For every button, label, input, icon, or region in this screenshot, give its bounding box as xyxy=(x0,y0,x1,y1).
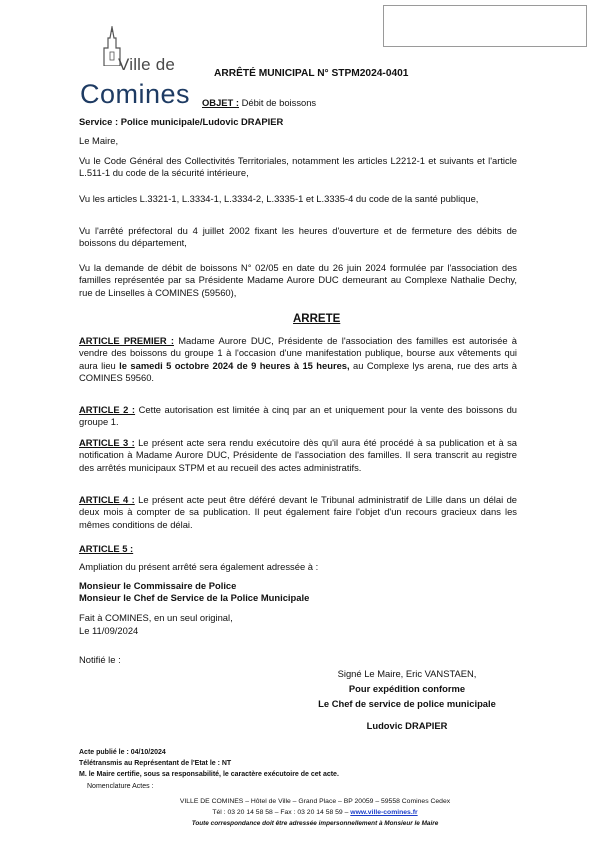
signature-name: Ludovic DRAPIER xyxy=(366,720,448,731)
article-1-date: le samedi 5 octobre 2024 de 9 heures à 15 heures, xyxy=(119,359,350,371)
date-line: Le 11/09/2024 xyxy=(79,625,139,636)
le-maire: Le Maire, xyxy=(79,135,119,146)
footer-address: VILLE DE COMINES – Hôtel de Ville – Grand Place – BP 20059 – 59558 Comines Cedex xyxy=(179,798,451,805)
article-5-label: ARTICLE 5 : xyxy=(79,543,134,554)
footer-tel: Tél : 03 20 14 58 58 – Fax : 03 20 14 58 59 – xyxy=(212,809,349,816)
objet-line xyxy=(202,97,316,108)
article-1-location: au Complexe lys arena, rue des arts à COMINES 59560. xyxy=(79,359,518,384)
vu-paragraph: Vu la demande de débit de boissons N° 02/05 en date du 26 juin 2024 formulée par l'association des familles représentée par sa Présidente Madame Aurore DUC demeurant au Complexe Nathalie Dechy, rue de Linselles à COMINES (59560), xyxy=(79,262,517,298)
article-3-text: Le présent acte sera rendu exécutoire dès qu'il aura été procédé à sa publication et à sa notification à Madame Aurore DUC, Présidente de l'association des familles. Il sera transcrit au registre des arrêtés municipaux STPM et au recueil des actes administratifs. xyxy=(79,437,518,473)
article-4-label: ARTICLE 4 : xyxy=(79,494,135,505)
objet-text: Débit de boissons xyxy=(241,97,317,108)
article-3-label: ARTICLE 3 : xyxy=(79,437,135,448)
article-4 xyxy=(79,494,517,531)
footer-certifie: M. le Maire certifie, sous sa responsabilité, le caractère exécutoire de cet acte. xyxy=(79,771,339,778)
footer-contact xyxy=(100,808,530,819)
signature-line: Pour expédition conforme xyxy=(348,683,466,694)
article-4-text: Le présent acte peut être déféré devant le Tribunal administratif de Lille dans un délai de deux mois à compter de sa publication. Il peut également faire l'objet d'un recours gracieux dans les mêmes conditions de délai. xyxy=(79,494,518,530)
article-1 xyxy=(79,335,517,385)
vu-paragraph: Vu le Code Général des Collectivités Territoriales, notamment les articles L2212-1 et suivants et l'article L.511-1 du code de la sécurité intérieure, xyxy=(79,155,517,179)
article-2 xyxy=(79,404,517,429)
article-1-label: ARTICLE PREMIER : xyxy=(79,335,174,346)
objet-label: OBJET : xyxy=(202,97,239,108)
decree-title: ARRÊTÉ MUNICIPAL N° STPM2024-0401 xyxy=(214,68,409,79)
logo-ville-text: Ville de xyxy=(118,55,176,74)
vu-paragraph: Vu les articles L.3321-1, L.3334-1, L.3334-2, L.3335-1 et L.3335-4 du code de la santé publique, xyxy=(79,193,479,204)
recipient: Monsieur le Chef de Service de la Police Municipale xyxy=(79,592,310,603)
footer-teletransmis: Télétransmis au Représentant de l'Etat le : NT xyxy=(79,760,232,767)
footer-nomenclature: Nomenclature Actes : xyxy=(87,783,154,790)
article-1-text: Madame Aurore DUC, Présidente de l'association des familles est autorisée à vendre des boissons du groupe 1 à l'occasion d'une manifestation publique, bourse aux vêtements qui aura lieu xyxy=(79,335,517,371)
recipient: Monsieur le Commissaire de Police xyxy=(79,580,237,591)
city-logo xyxy=(82,26,194,112)
article-2-text: Cette autorisation est limitée à cinq par an et uniquement pour la vente des boissons du groupe 1. xyxy=(79,404,517,428)
footer-note: Toute correspondance doit être adressée impersonnellement à Monsieur le Maire xyxy=(191,820,439,827)
logo-comines-text: Comines xyxy=(80,79,191,109)
signature-line: Le Chef de service de police municipale xyxy=(318,698,496,709)
reception-stamp-box xyxy=(383,5,587,47)
notifie-line: Notifié le : xyxy=(79,654,121,665)
article-3 xyxy=(79,437,517,474)
arrete-heading: ARRETE xyxy=(293,313,341,325)
article-5-text: Ampliation du présent arrêté sera également adressée à : xyxy=(79,561,319,572)
website-link[interactable]: www.ville-comines.fr xyxy=(350,809,418,816)
fait-line: Fait à COMINES, en un seul original, xyxy=(79,612,233,623)
vu-paragraph: Vu l'arrêté préfectoral du 4 juillet 2002 fixant les heures d'ouverture et de fermeture des débits de boissons du département, xyxy=(79,225,517,249)
footer-publie: Acte publié le : 04/10/2024 xyxy=(79,749,166,756)
signature-line: Signé Le Maire, Eric VANSTAEN, xyxy=(337,668,477,679)
service-line: Service : Police municipale/Ludovic DRAPIER xyxy=(79,116,284,127)
article-5-label-line xyxy=(79,543,517,555)
article-2-label: ARTICLE 2 : xyxy=(79,404,136,415)
